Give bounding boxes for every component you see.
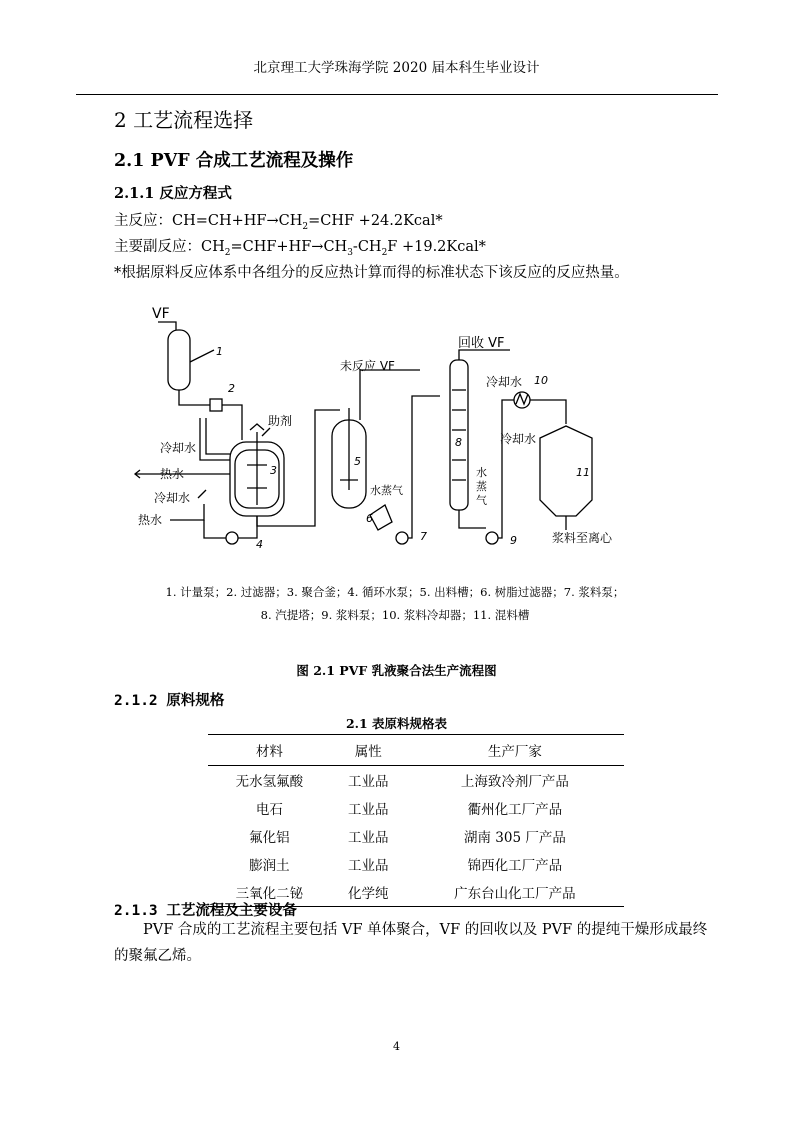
label-steam-2-a: 水 [476, 466, 487, 479]
line-1-2 [179, 390, 210, 405]
table-row [208, 766, 624, 795]
page-number: 4 [393, 1040, 400, 1053]
label-unreacted-vf: 未反应 VF [340, 359, 395, 373]
main-reaction-label: 主反应： [114, 213, 172, 229]
table-cell: 膨润土 [249, 858, 290, 874]
table-cell: 工业品 [348, 774, 389, 790]
table-cell: 无水氢氟酸 [235, 774, 304, 790]
label-5: 5 [354, 455, 361, 468]
table-cell: 衢州化工厂产品 [467, 802, 563, 818]
label-vf-in: VF [152, 306, 170, 322]
label-auxiliary: 助剂 [268, 414, 293, 428]
label-cooling-water-2: 冷却水 [154, 491, 191, 505]
table-cell: 湖南 305 厂产品 [463, 830, 566, 846]
line-7-8 [408, 396, 440, 538]
leader-1 [190, 350, 214, 362]
header-rule [76, 94, 718, 95]
process-flow-diagram [130, 300, 660, 560]
label-10: 10 [534, 374, 548, 387]
subsection-3-title: 2.1.3 工艺流程及主要设备 [114, 903, 297, 919]
table-cell: 上海致冷剂厂产品 [460, 774, 569, 790]
side-reaction-label: 主要副反应： [114, 239, 201, 255]
main-reaction-sub-1: 2 [302, 221, 309, 232]
label-cooling-water-4: 冷却水 [500, 432, 537, 446]
label-hot-water-1: 热水 [160, 467, 185, 481]
figure-legend-line-2: 8. 汽提塔；9. 浆料泵；10. 浆料冷却器；11. 混料槽 [260, 608, 530, 622]
side-reaction-sub-1: 2 [224, 247, 231, 258]
label-steam-2-c: 气 [476, 494, 487, 507]
side-reaction-eq-part-2: =CHF+HF→CH [230, 239, 348, 255]
label-cooling-water-3: 冷却水 [486, 375, 523, 389]
metering-pump-vessel [168, 330, 190, 390]
column-header: 生产厂家 [406, 735, 624, 766]
table-cell: 电石 [255, 802, 283, 818]
stripping-column [450, 360, 468, 510]
table-cell: 锦西化工厂产品 [467, 858, 563, 874]
slurry-pump-9 [486, 532, 498, 544]
pump-4-discharge [238, 516, 257, 538]
page-header: 北京理工大学珠海学院 2020 届本科生毕业设计 [253, 60, 540, 76]
chapter-title: 2 工艺流程选择 [114, 108, 254, 132]
filter-box [210, 399, 222, 411]
side-reaction-eq-part-4: F +19.2Kcal* [387, 239, 486, 255]
main-reaction-eq-part-2: =CHF +24.2Kcal* [308, 213, 443, 229]
reaction-note: *根据原料反应体系中各组分的反应热计算而得的标准状态下该反应的反应热量。 [114, 265, 629, 281]
table-caption: 2.1 表原料规格表 [345, 716, 448, 731]
table-row [208, 822, 624, 850]
side-reaction-sub-3: 2 [381, 247, 388, 258]
table-cell: 氟化铝 [249, 830, 290, 846]
label-hot-water-2: 热水 [138, 513, 163, 527]
subsection-1-title: 2.1.1 反应方程式 [114, 185, 232, 202]
recover-vf-line [459, 350, 510, 360]
column-header: 材料 [208, 735, 331, 766]
hot-water-line-2 [170, 504, 204, 520]
label-steam-2-b: 蒸 [476, 480, 487, 493]
slurry-pump-7 [396, 532, 408, 544]
main-reaction-eq-part-1: CH=CH+HF→CH [172, 213, 303, 229]
process-paragraph: PVF 合成的工艺流程主要包括 VF 单体聚合，VF 的回收以及 PVF 的提纯干燥形成最终的聚氟乙烯。 [114, 922, 708, 964]
cooling-line-1b [206, 418, 230, 454]
label-9: 9 [510, 534, 517, 547]
side-reaction-eq-part-1: CH [201, 239, 225, 255]
unreacted-vf-line [360, 370, 420, 420]
label-11: 11 [576, 466, 590, 479]
label-7: 7 [420, 530, 427, 543]
side-reaction-sub-2: 3 [347, 247, 353, 258]
table-cell: 三氧化二铋 [208, 878, 331, 907]
label-slurry-out: 浆料至离心 [552, 531, 613, 545]
side-reaction-eq-part-3: -CH [352, 239, 382, 255]
figure-caption: 图 2.1 PVF 乳液聚合法生产流程图 [296, 663, 497, 678]
table-cell: 工业品 [348, 858, 389, 874]
material-spec-table [208, 734, 624, 907]
table-row [208, 794, 624, 822]
process-flow-figure [130, 300, 660, 564]
reactor-motor [250, 424, 264, 430]
label-recover-vf: 回收 VF [458, 336, 505, 351]
resin-filter [370, 505, 392, 530]
column-header: 属性 [331, 735, 406, 766]
label-8: 8 [455, 436, 462, 449]
table-cell: 工业品 [348, 830, 389, 846]
subsection-2-title: 2.1.2 原料规格 [114, 693, 225, 709]
table-cell: 广东台山化工厂产品 [406, 878, 624, 907]
col-bottom-line [459, 510, 486, 528]
label-3: 3 [270, 464, 277, 477]
label-cooling-water-1: 冷却水 [160, 441, 197, 455]
line-9-10 [498, 400, 514, 538]
line-10-11 [530, 400, 566, 424]
table-row [208, 850, 624, 878]
cooler-coil [516, 394, 528, 404]
side-reaction-line [114, 235, 486, 258]
circulation-pump [226, 532, 238, 544]
figure-legend-line-1: 1. 计量泵；2. 过滤器；3. 聚合釜；4. 循环水泵；5. 出料槽；6. 树脂过滤器；7. 浆料泵； [165, 585, 625, 599]
label-steam-1: 水蒸气 [370, 484, 403, 497]
cooling-valve-2 [198, 490, 206, 498]
section-title: 2.1 PVF 合成工艺流程及操作 [114, 151, 354, 171]
label-1: 1 [216, 345, 223, 358]
label-2: 2 [228, 382, 235, 395]
pump-4-suction [204, 520, 226, 538]
vf-feed-line [158, 322, 176, 330]
table-cell: 工业品 [348, 802, 389, 818]
line-2-3 [222, 405, 242, 440]
label-6: 6 [366, 512, 373, 525]
main-reaction-line [114, 209, 443, 232]
label-4: 4 [256, 538, 263, 551]
table-cell: 化学纯 [331, 878, 406, 907]
table-header-row [208, 735, 624, 766]
